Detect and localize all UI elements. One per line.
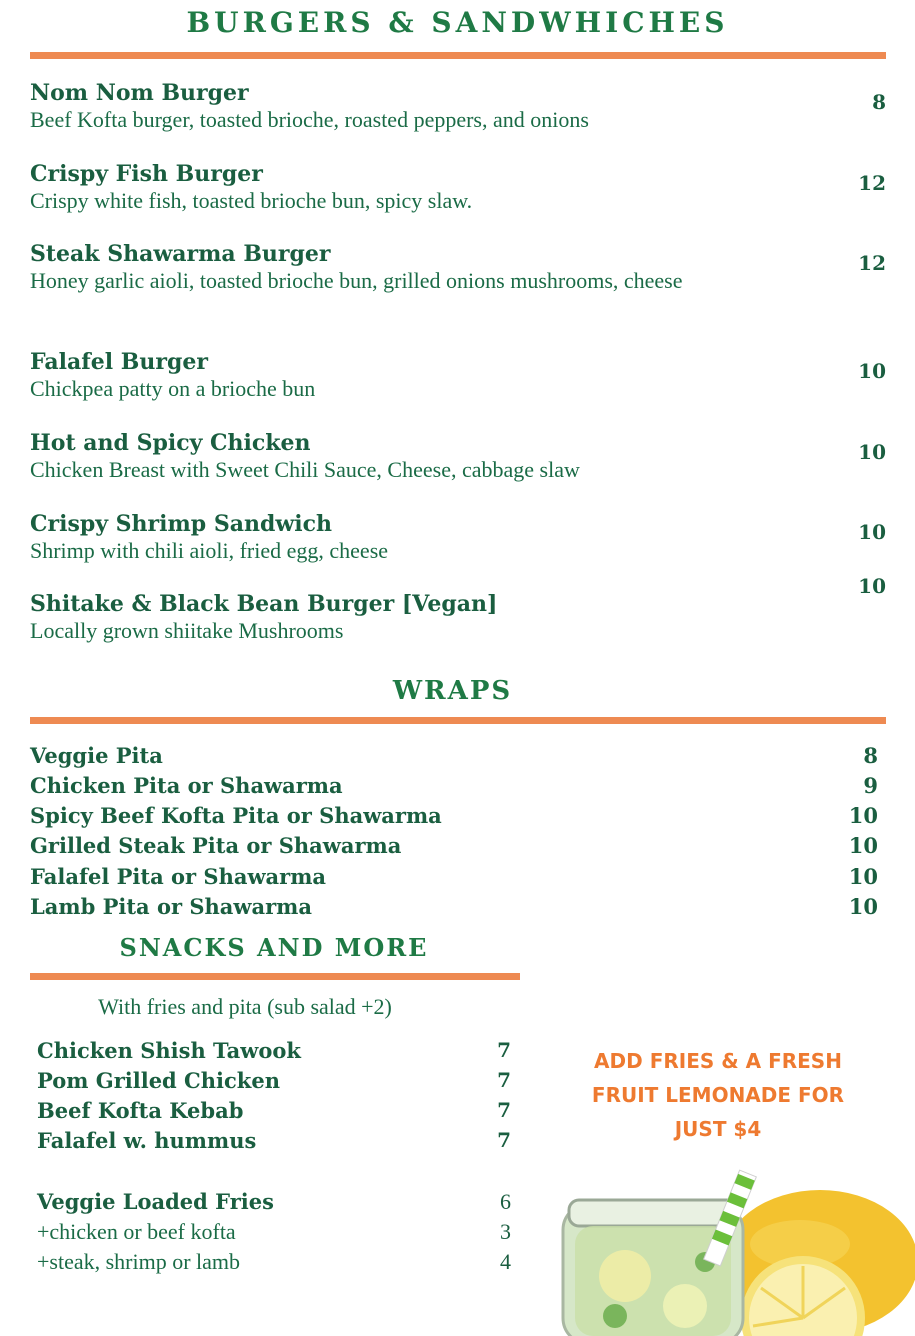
item-description: Chickpea patty on a brioche bun <box>30 376 316 401</box>
item-name: Chicken Shish Tawook <box>37 1038 301 1063</box>
item-name: Crispy Fish Burger <box>30 161 263 187</box>
item-price: 10 <box>858 574 886 598</box>
item-price: 7 <box>497 1098 511 1122</box>
menu-item <box>30 241 850 294</box>
item-description: Crispy white fish, toasted brioche bun, spicy slaw. <box>30 188 473 213</box>
list-item <box>30 833 878 863</box>
item-price: 8 <box>863 743 878 768</box>
list-item <box>30 864 878 894</box>
item-name: Chicken Pita or Shawarma <box>30 773 343 798</box>
item-name: Lamb Pita or Shawarma <box>30 894 312 919</box>
list-item <box>37 1128 511 1158</box>
menu-item <box>30 591 850 644</box>
list-item <box>30 773 878 803</box>
item-description: Beef Kofta burger, toasted brioche, roasted peppers, and onions <box>30 107 589 132</box>
section-title-wraps: WRAPS <box>392 676 513 706</box>
list-item <box>37 1098 511 1128</box>
menu-item <box>30 511 850 564</box>
lemonade-image <box>555 1166 915 1336</box>
item-name: Grilled Steak Pita or Shawarma <box>30 833 402 858</box>
promo-line: ADD FRIES & A FRESH <box>594 1049 842 1073</box>
item-name: Veggie Pita <box>30 743 163 768</box>
item-name: Hot and Spicy Chicken <box>30 430 311 456</box>
item-name: Falafel w. hummus <box>37 1128 257 1153</box>
list-item <box>37 1189 511 1219</box>
item-price: 10 <box>848 833 878 858</box>
item-name: +steak, shrimp or lamb <box>37 1249 241 1274</box>
item-price: 10 <box>848 864 878 889</box>
item-price: 6 <box>500 1189 511 1214</box>
list-item <box>30 894 878 924</box>
item-name: Pom Grilled Chicken <box>37 1068 280 1093</box>
item-price: 4 <box>500 1249 511 1274</box>
section-divider <box>30 973 520 980</box>
item-price: 3 <box>500 1219 511 1244</box>
item-description: Chicken Breast with Sweet Chili Sauce, Cheese, cabbage slaw <box>30 457 580 482</box>
item-name: Spicy Beef Kofta Pita or Shawarma <box>30 803 442 828</box>
promo-text <box>576 1044 860 1146</box>
item-price: 7 <box>497 1038 511 1062</box>
item-price: 12 <box>858 171 886 195</box>
item-description: Shrimp with chili aioli, fried egg, cheese <box>30 538 389 563</box>
menu-item <box>30 349 850 402</box>
menu-item <box>30 430 850 483</box>
item-price: 10 <box>858 359 886 383</box>
item-price: 7 <box>497 1068 511 1092</box>
item-price: 8 <box>872 90 886 114</box>
item-name: Falafel Burger <box>30 349 208 375</box>
promo-line: FRUIT LEMONADE FOR <box>591 1083 845 1107</box>
list-item <box>37 1249 511 1279</box>
item-price: 10 <box>858 520 886 544</box>
section-title-snacks: SNACKS AND MORE <box>119 933 429 962</box>
item-price: 10 <box>848 803 878 828</box>
item-price: 10 <box>858 440 886 464</box>
menu-item <box>30 161 850 214</box>
item-name: Veggie Loaded Fries <box>37 1189 274 1214</box>
snacks-note: With fries and pita (sub salad +2) <box>98 994 392 1019</box>
list-item <box>37 1038 511 1068</box>
section-title-burgers: BURGERS & SANDWHICHES <box>186 6 729 39</box>
item-description: Locally grown shiitake Mushrooms <box>30 618 344 643</box>
item-name: Beef Kofta Kebab <box>37 1098 244 1123</box>
menu-item <box>30 80 850 133</box>
item-name: Falafel Pita or Shawarma <box>30 864 327 889</box>
item-name: Crispy Shrimp Sandwich <box>30 511 333 537</box>
item-name: Nom Nom Burger <box>30 80 249 106</box>
list-item <box>37 1219 511 1249</box>
item-price: 7 <box>497 1128 511 1152</box>
list-item <box>37 1068 511 1098</box>
promo-line: JUST $4 <box>674 1117 762 1141</box>
section-divider <box>30 52 886 59</box>
section-divider <box>30 717 886 724</box>
item-price: 12 <box>858 251 886 275</box>
item-price: 10 <box>848 894 878 919</box>
item-description: Honey garlic aioli, toasted brioche bun, grilled onions mushrooms, cheese <box>30 268 683 293</box>
item-name: +chicken or beef kofta <box>37 1219 236 1244</box>
list-item <box>30 803 878 833</box>
item-price: 9 <box>863 773 878 798</box>
item-name: Shitake & Black Bean Burger [Vegan] <box>30 591 498 617</box>
item-name: Steak Shawarma Burger <box>30 241 331 267</box>
list-item <box>30 743 878 773</box>
